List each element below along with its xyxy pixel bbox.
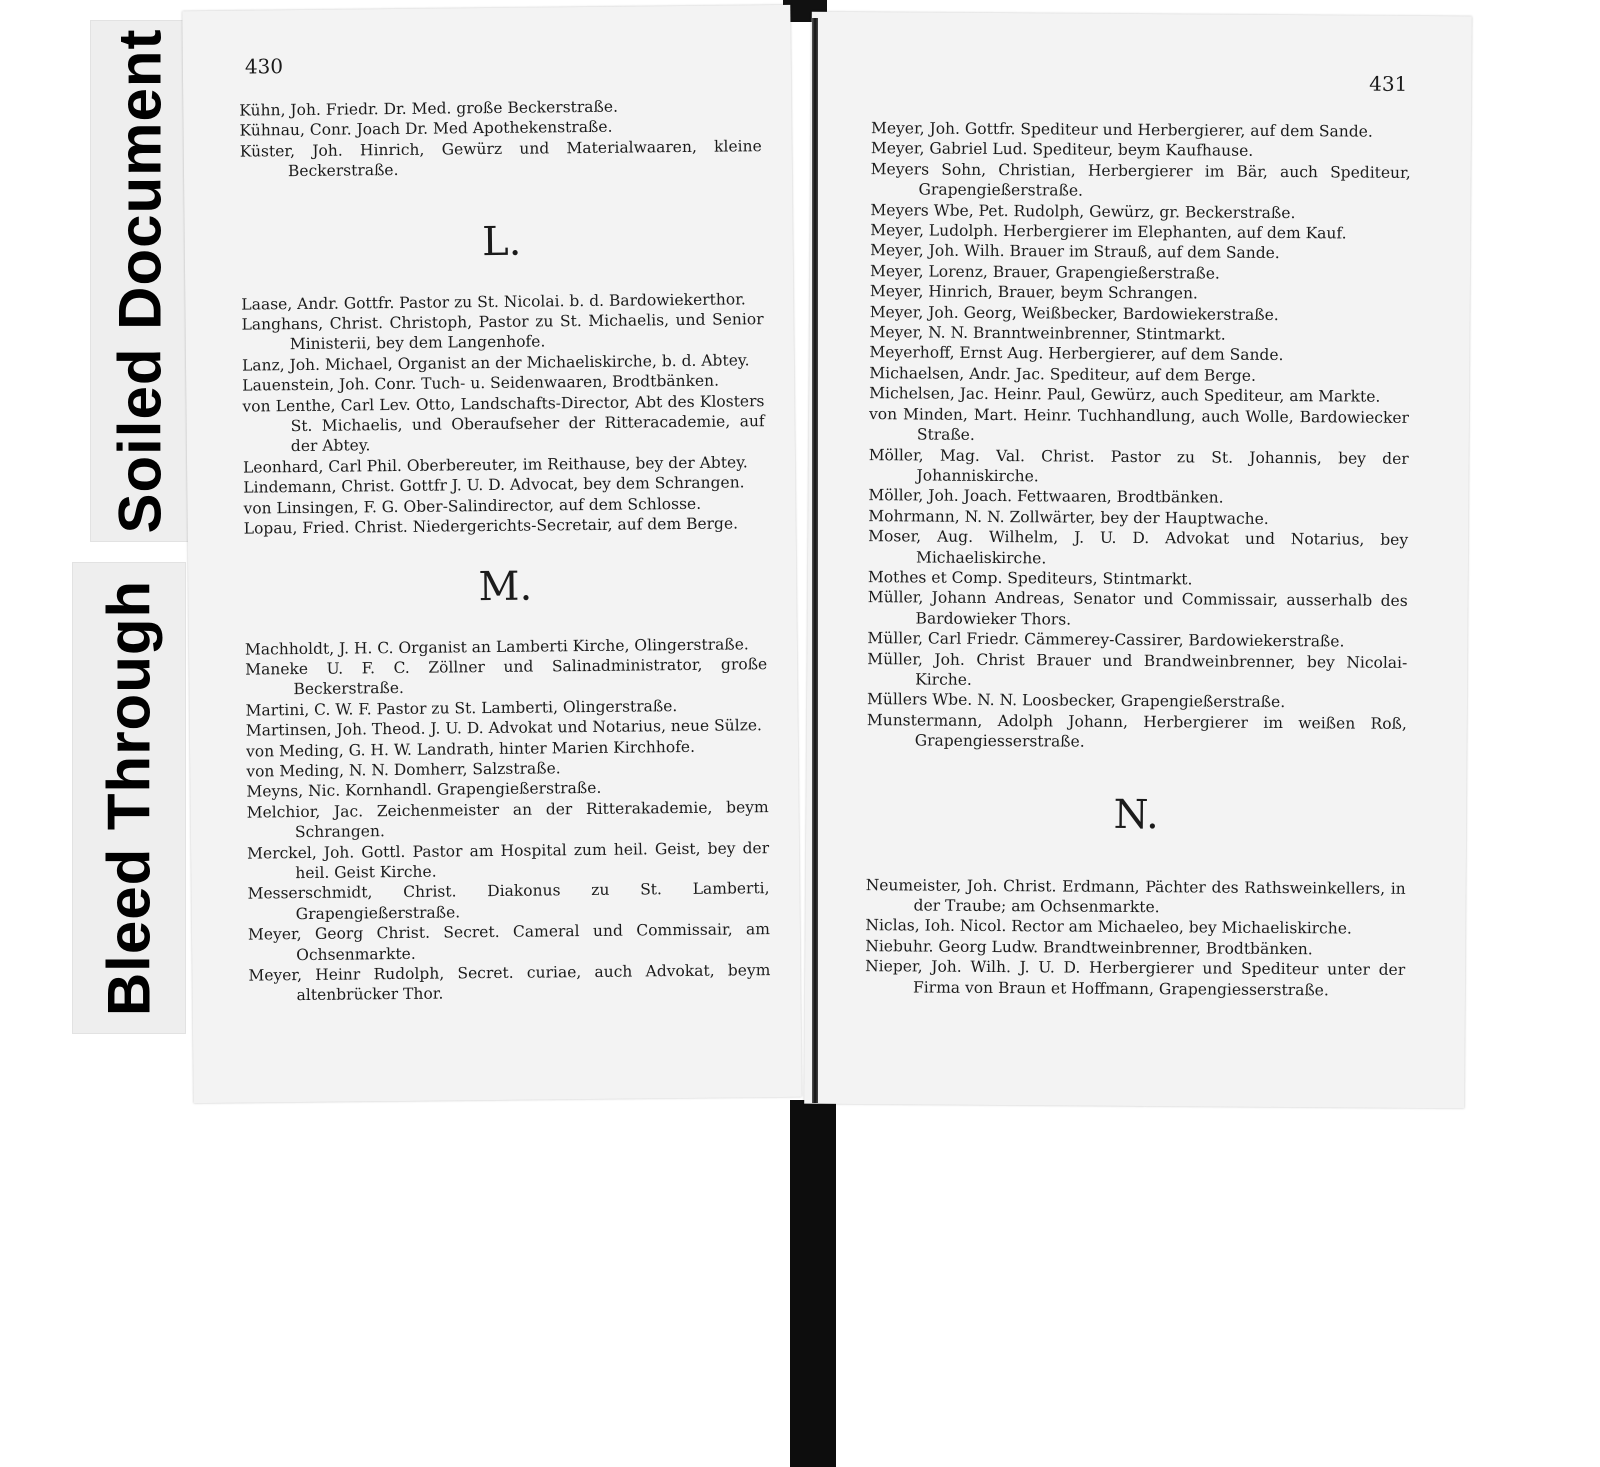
- bleed-through-text: Bleed Through: [95, 579, 163, 1017]
- directory-entry: Meyers Wbe, Pet. Rudolph, Gewürz, gr. Beckerstraße.: [870, 200, 1296, 222]
- directory-entry: Lindemann, Christ. Gottfr J. U. D. Advocat, bey dem Schrangen.: [243, 473, 745, 497]
- directory-entry: Langhans, Christ. Christoph, Pastor zu St. Michaelis, und Senior Ministerii, bey dem Langenhofe.: [241, 310, 764, 354]
- directory-entry: Lanz, Joh. Michael, Organist an der Michaeliskirche, b. d. Abtey.: [241, 351, 750, 375]
- directory-entry: Möller, Mag. Val. Christ. Pastor zu St. Johannis, bey der Johanniskirche.: [868, 445, 1409, 486]
- directory-entry: Meyerhoff, Ernst Aug. Herbergierer, auf dem Sande.: [869, 343, 1284, 365]
- directory-entry: Munstermann, Adolph Johann, Herbergierer im weißen Roß, Grapengiesserstraße.: [866, 710, 1407, 751]
- directory-entry: Müllers Wbe. N. N. Loosbecker, Grapengießerstraße.: [866, 690, 1286, 712]
- directory-entry: Müller, Joh. Christ Brauer und Brandweinbrenner, bey Nicolai-Kirche.: [867, 649, 1408, 689]
- spine-bottom: [790, 1100, 836, 1467]
- directory-entry: Kühn, Joh. Friedr. Dr. Med. große Beckerstraße.: [239, 97, 619, 120]
- directory-entry: Meyer, Joh. Gottfr. Spediteur und Herbergierer, auf dem Sande.: [870, 119, 1373, 141]
- right-page: [804, 12, 1472, 1109]
- directory-entry: Machholdt, J. H. C. Organist an Lamberti Kirche, Olingerstraße.: [244, 634, 749, 659]
- directory-entry: Meyer, Ludolph. Herbergierer im Elephanten, auf dem Kauf.: [870, 221, 1347, 243]
- directory-entry: Meyer, Hinrich, Brauer, beym Schrangen.: [869, 282, 1198, 303]
- directory-entry: Meyer, Gabriel Lud. Spediteur, beym Kaufhause.: [870, 139, 1254, 161]
- directory-entry: Lauenstein, Joh. Conr. Tuch- u. Seidenwaaren, Brodtbänken.: [242, 371, 720, 395]
- directory-entry: Meyer, Joh. Wilh. Brauer im Strauß, auf dem Sande.: [870, 241, 1280, 263]
- section-letter-n: N.: [1113, 791, 1159, 838]
- soiled-document-label: [90, 20, 190, 542]
- section-letter-m: M.: [478, 563, 533, 610]
- directory-entry: Mohrmann, N. N. Zollwärter, bey der Hauptwache.: [868, 506, 1269, 528]
- directory-entry: Laase, Andr. Gottfr. Pastor zu St. Nicolai. b. d. Bardowiekerthor.: [241, 289, 746, 314]
- left-page: [182, 5, 801, 1103]
- directory-entry: Mothes et Comp. Spediteurs, Stintmarkt.: [867, 568, 1193, 589]
- left-entries-m: [245, 634, 771, 1007]
- left-page-number: 430: [244, 54, 284, 79]
- directory-entry: Leonhard, Carl Phil. Oberbereuter, im Reithause, bey der Abtey.: [242, 453, 748, 477]
- left-page-entries: [239, 95, 770, 1006]
- bleed-through-label: [72, 562, 186, 1034]
- directory-entry: Messerschmidt, Christ. Diakonus zu St. Lamberti, Grapengießerstraße.: [247, 879, 770, 923]
- directory-entry: Maneke U. F. C. Zöllner und Salinadministrator, große Beckerstraße.: [245, 655, 768, 699]
- directory-entry: Martini, C. W. F. Pastor zu St. Lamberti, Olingerstraße.: [245, 696, 678, 720]
- soiled-document-text: Soiled Document: [106, 28, 174, 534]
- directory-entry: Meyers Sohn, Christian, Herbergierer im Bär, auch Spediteur, Grapengießerstraße.: [870, 159, 1411, 200]
- directory-entry: von Meding, N. N. Domherr, Salzstraße.: [246, 759, 561, 781]
- directory-entry: Michaelsen, Andr. Jac. Spediteur, auf dem Berge.: [869, 363, 1256, 385]
- directory-entry: Müller, Carl Friedr. Cämmerey-Cassirer, Bardowiekerstraße.: [867, 629, 1345, 651]
- directory-entry: Möller, Joh. Joach. Fettwaaren, Brodtbänken.: [868, 486, 1224, 507]
- directory-entry: von Linsingen, F. G. Ober-Salindirector, auf dem Schlosse.: [243, 494, 702, 518]
- right-page-entries: [865, 118, 1411, 1001]
- spine-fold: [812, 18, 818, 1103]
- directory-entry: Merckel, Joh. Gottl. Pastor am Hospital zum heil. Geist, bey der heil. Geist Kirche.: [247, 838, 770, 883]
- directory-entry: Meyer, N. N. Branntweinbrenner, Stintmarkt.: [869, 323, 1226, 344]
- directory-entry: Lopau, Fried. Christ. Niedergerichts-Secretair, auf dem Berge.: [243, 514, 739, 538]
- directory-entry: Meyer, Georg Christ. Secret. Cameral und Commissair, am Ochsenmarkte.: [247, 920, 771, 964]
- directory-entry: Niebuhr. Georg Ludw. Brandtweinbrenner, Brodtbänken.: [865, 936, 1313, 959]
- left-entries-top: [239, 95, 762, 182]
- directory-entry: Meyer, Joh. Georg, Weißbecker, Bardowiekerstraße.: [869, 302, 1279, 324]
- directory-entry: Kühnau, Conr. Joach Dr. Med Apothekenstraße.: [239, 118, 613, 141]
- directory-entry: von Minden, Mart. Heinr. Tuchhandlung, auch Wolle, Bardowiecker Straße.: [868, 404, 1410, 444]
- directory-entry: Melchior, Jac. Zeichenmeister an der Ritterakademie, beym Schrangen.: [246, 797, 769, 842]
- directory-entry: Meyer, Lorenz, Brauer, Grapengießerstraße.: [869, 261, 1220, 283]
- directory-entry: von Lenthe, Carl Lev. Otto, Landschafts-Director, Abt des Klosters St. Michaelis, und Oberaufseher der Ritteracademie, auf der Abtey.: [242, 391, 765, 456]
- directory-entry: Martinsen, Joh. Theod. J. U. D. Advokat und Notarius, neue Sülze.: [245, 716, 763, 740]
- directory-entry: Michelsen, Jac. Heinr. Paul, Gewürz, auch Spediteur, am Markte.: [869, 384, 1381, 406]
- right-entries-m: [867, 118, 1411, 754]
- directory-entry: Meyns, Nic. Kornhandl. Grapengießerstraße.: [246, 779, 602, 801]
- right-page-number: 431: [1369, 71, 1408, 96]
- directory-entry: Müller, Johann Andreas, Senator und Commissair, ausserhalb des Bardowieker Thors.: [867, 588, 1408, 629]
- directory-entry: Nieper, Joh. Wilh. J. U. D. Herbergierer und Spediteur unter der Firma von Braun et Hoffmann, Grapengiesserstraße.: [865, 957, 1406, 999]
- directory-entry: Niclas, Ioh. Nicol. Rector am Michaeleo, bey Michaeliskirche.: [865, 916, 1352, 938]
- directory-entry: Meyer, Heinr Rudolph, Secret. curiae, auch Advokat, beym altenbrücker Thor.: [248, 961, 771, 1005]
- right-entries-n: [865, 875, 1406, 1001]
- directory-entry: Küster, Joh. Hinrich, Gewürz und Materialwaaren, kleine Beckerstraße.: [239, 136, 762, 181]
- left-entries-l: [241, 289, 766, 539]
- directory-entry: Neumeister, Joh. Christ. Erdmann, Pächter des Rathsweinkellers, in der Traube; am Ochsenmarkte.: [865, 875, 1406, 917]
- directory-entry: von Meding, G. H. W. Landrath, hinter Marien Kirchhofe.: [245, 737, 696, 761]
- section-letter-l: L.: [481, 218, 522, 265]
- directory-entry: Moser, Aug. Wilhelm, J. U. D. Advokat und Notarius, bey Michaeliskirche.: [868, 527, 1409, 567]
